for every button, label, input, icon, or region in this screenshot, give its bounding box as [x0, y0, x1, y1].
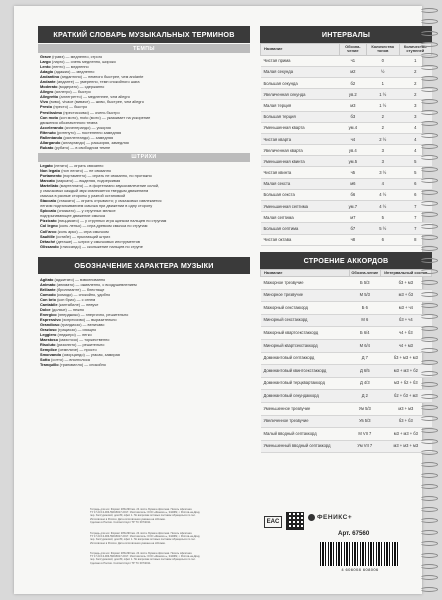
table-cell: 1 ½	[367, 89, 399, 100]
table-cell: Б 6/4	[349, 327, 380, 340]
spiral-ring	[420, 76, 438, 81]
intervals-title: ИНТЕРВАЛЫ	[260, 26, 432, 43]
brand-logo: ФЕНИКС+	[308, 514, 352, 521]
table-cell: ч8	[339, 234, 366, 245]
table-cell: Чистая кварта	[261, 133, 340, 144]
term-item: Martellato (мартеллато) — в фортепиано звукоизвлечение силой,	[40, 183, 160, 189]
table-cell: Б 5/3	[349, 277, 380, 290]
table-cell: 6	[399, 189, 432, 200]
table-cell: б2 + б3 + м3	[380, 390, 431, 403]
table-cell: м3 + м3 + м3	[380, 440, 431, 453]
table-header-cell: Название	[261, 44, 340, 56]
spiral-ring	[420, 144, 438, 149]
table-cell: 2	[399, 89, 432, 100]
chords-title: СТРОЕНИЕ АККОРДОВ	[260, 252, 432, 269]
table-cell: 4	[399, 122, 432, 133]
interval-row	[261, 66, 432, 77]
term-item: Marcato (маркато) — выделяя, подчеркивая	[40, 178, 121, 184]
term-item: Cantabile (кантабиле) — певуче	[40, 301, 99, 307]
table-cell: Ум 5/3	[349, 403, 380, 416]
spiral-ring	[420, 258, 438, 263]
table-cell: ум.7	[339, 201, 366, 212]
chord-row	[261, 377, 432, 390]
term-item: Grandioso (грандиозо) — величаво	[40, 322, 105, 328]
spiral-ring	[420, 530, 438, 535]
spiral-ring	[420, 360, 438, 365]
qr-code	[286, 512, 304, 530]
term-item: Espressivo (эспрессиво) — выразительно	[40, 317, 117, 323]
table-cell: 4	[399, 145, 432, 156]
spiral-ring	[420, 371, 438, 376]
spiral-ring	[420, 19, 438, 24]
table-cell: б2	[339, 77, 366, 88]
spiral-ring	[420, 450, 438, 455]
term-item: Maestoso (маэстозо) — торжественно	[40, 337, 110, 343]
term-item: легким подталкиванием смычка при движении в одну сторону	[40, 203, 153, 209]
spiral-ring	[420, 518, 438, 523]
table-cell: ум.5	[339, 156, 366, 167]
strokes-subheading: ШТРИХИ	[38, 153, 250, 162]
spiral-ring	[420, 99, 438, 104]
table-cell: Малая терция	[261, 100, 340, 111]
table-cell: Уменьшенная квинта	[261, 156, 340, 167]
spiral-ring	[420, 314, 438, 319]
spiral-ring	[420, 42, 438, 47]
table-cell: 4	[367, 178, 399, 189]
table-cell: Минорный секстаккорд	[261, 314, 350, 327]
table-cell: 1 ½	[367, 100, 399, 111]
spiral-ring	[420, 133, 438, 138]
table-cell: 2	[367, 111, 399, 122]
interval-row	[261, 189, 432, 200]
interval-row	[261, 167, 432, 178]
term-item: Smorzando (сморцандо) — угасая, замирая	[40, 352, 120, 358]
table-cell: 5	[399, 167, 432, 178]
music-notebook-back-cover	[14, 6, 428, 594]
spiral-ring	[420, 564, 438, 569]
table-cell: Большая терция	[261, 111, 340, 122]
interval-row	[261, 234, 432, 245]
table-cell: Мажорный секстаккорд	[261, 302, 350, 315]
table-cell: Минорный квартсекстаккорд	[261, 340, 350, 353]
term-item: Agitato (аджитато) — взволнованно	[40, 276, 106, 282]
table-cell: 7	[399, 223, 432, 234]
interval-row	[261, 212, 432, 223]
term-item: Leggiero (леджеро) — легко	[40, 332, 92, 338]
spiral-ring	[420, 496, 438, 501]
spiral-ring	[420, 178, 438, 183]
table-cell: Д 7	[349, 352, 380, 365]
spiral-ring	[420, 507, 438, 512]
interval-row	[261, 178, 432, 189]
table-cell: М VII 7	[349, 428, 380, 441]
term-item: Prestissimo (престиссимо) — очень быстро	[40, 109, 120, 115]
term-item: Risoluto (ризолюто) — решительно	[40, 342, 105, 348]
table-header-cell: Обозна-чение	[351, 269, 379, 275]
spiral-ring	[420, 201, 438, 206]
term-item: Presto (престо) — быстро	[40, 104, 88, 110]
spiral-binding	[420, 8, 442, 592]
term-item: Allegro (аллегро) — быстро	[40, 89, 91, 95]
spiral-ring	[420, 416, 438, 421]
term-item: Rallentando (раллентандо) — замедляя	[40, 134, 114, 140]
term-item: Tranquillo (транквилло) — спокойно	[40, 362, 106, 368]
interval-row	[261, 156, 432, 167]
chord-row	[261, 289, 432, 302]
tempo-term-list	[38, 53, 250, 152]
table-cell: Мажорный квартсекстаккорд	[261, 327, 350, 340]
table-cell: 2	[399, 77, 432, 88]
table-cell: 1	[367, 77, 399, 88]
spiral-ring	[420, 246, 438, 251]
term-item: Détaché (деташе) — штрих у смычковых инструментов	[40, 238, 140, 244]
spiral-ring	[420, 110, 438, 115]
fine-print-2: Тетрадь для нот. Формат 205х290 мм. 24 листа. Бумага офсетная. Печать офсетная. ТУ 17.23.13-003-59916617-2017. Изготовитель: ООО «Феникс+», 344082, г. Ростов-на-Дону, пер. Халтуринский, дом 80, офис 1. По вопросам оптовых поставок обращаться по тел. Изготовлено в России. Дата изготовления указана на обложке.	[90, 532, 201, 545]
chord-row	[261, 302, 432, 315]
table-cell: 2 ½	[367, 133, 399, 144]
table-cell: 3	[367, 156, 399, 167]
spiral-ring	[420, 428, 438, 433]
term-item: Sotto (сотто) — вполголоса	[40, 357, 90, 363]
table-cell: 7	[399, 201, 432, 212]
dictionary-title: КРАТКИЙ СЛОВАРЬ МУЗЫКАЛЬНЫХ ТЕРМИНОВ	[38, 26, 250, 43]
term-item: Adagio (адажио) — медленно	[40, 69, 95, 75]
chord-row	[261, 327, 432, 340]
left-column	[38, 26, 250, 370]
term-item: Andante (анданте) — умеренно, темп спокойного шага	[40, 79, 140, 85]
tempo-subheading: ТЕМПЫ	[38, 44, 250, 53]
table-cell: б3 + м3	[380, 277, 431, 290]
table-cell: Увеличенное трезвучие	[261, 415, 350, 428]
table-cell: м3 + м3	[380, 403, 431, 416]
spiral-ring	[420, 65, 438, 70]
spiral-ring	[420, 280, 438, 285]
table-cell: 4 ½	[367, 189, 399, 200]
term-item: смычка в разные стороны у разной остановкой	[40, 193, 126, 199]
spiral-ring	[420, 337, 438, 342]
spiral-ring	[420, 167, 438, 172]
table-cell: б6	[339, 189, 366, 200]
fine-print-3: Тетрадь для нот. Формат 205х290 мм. 24 листа. Бумага офсетная. Печать офсетная. ТУ 17.23.13-003-59916617-2017. Изготовитель: ООО «Феникс+», 344082, г. Ростов-на-Дону, пер. Халтуринский, дом 80, офис 1. По вопросам оптовых поставок обращаться по тел. Сделано в России. Соответствует ТР ТС 007/2011.	[90, 552, 201, 565]
table-cell: 2	[399, 66, 432, 77]
table-cell: м2	[339, 66, 366, 77]
chord-row	[261, 403, 432, 416]
table-cell: Уменьшенная септима	[261, 201, 340, 212]
spiral-ring	[420, 121, 438, 126]
interval-row	[261, 100, 432, 111]
spiral-ring	[420, 405, 438, 410]
spiral-ring	[420, 587, 438, 592]
stroke-term-list	[38, 162, 250, 251]
term-item: Dolce (дольче) — нежно	[40, 306, 85, 312]
table-cell: Малая секунда	[261, 66, 340, 77]
table-header-cell: Интервальный состав	[380, 269, 431, 276]
table-cell: ч4 + м3	[380, 340, 431, 353]
interval-row	[261, 122, 432, 133]
table-cell: Большая секунда	[261, 77, 340, 88]
chord-row	[261, 365, 432, 378]
table-cell: 5	[367, 212, 399, 223]
term-item: Energico (энерджико) — энергично, решительно	[40, 312, 129, 318]
table-cell: 3	[399, 100, 432, 111]
term-item: Spiccato (спиккато) — у струнных мелкое	[40, 208, 116, 214]
barcode-number: 4 606008 608006	[341, 567, 379, 572]
interval-row	[261, 111, 432, 122]
table-cell: ½	[367, 66, 399, 77]
spiral-ring	[420, 212, 438, 217]
term-item: Grazioso (грациозо) — изящно	[40, 327, 97, 333]
term-item: Vivo (виво), vivace (виваче) — живо, быстрее, чем allegro	[40, 99, 144, 105]
spiral-ring	[420, 575, 438, 580]
chord-row	[261, 352, 432, 365]
table-cell: б3 + м3 + м3	[380, 352, 431, 365]
spiral-ring	[420, 303, 438, 308]
spiral-ring	[420, 473, 438, 478]
term-item: Allargando (алларгандо) — расширяя, замедляя	[40, 139, 129, 145]
table-cell: Д 6/5	[349, 365, 380, 378]
table-cell: ч5	[339, 167, 366, 178]
table-cell: 3	[399, 111, 432, 122]
footer	[38, 506, 410, 580]
term-item: Andantino (андантино) — немного быстрее, чем andante	[40, 74, 144, 80]
term-item: Portamento (портаменто) — играть не связанно, но протяжно	[40, 172, 152, 178]
spiral-ring	[420, 31, 438, 36]
table-cell: Малая септима	[261, 212, 340, 223]
table-header-cell: Обозна-чение	[339, 44, 366, 56]
table-cell: Уменьшенная кварта	[261, 122, 340, 133]
spiral-ring	[420, 53, 438, 58]
table-cell: Д 4/3	[349, 377, 380, 390]
table-cell: Большая секста	[261, 189, 340, 200]
interval-row	[261, 223, 432, 234]
term-item: Col legno (коль леньо) — игра древком смычка по струнам	[40, 223, 148, 229]
table-cell: Уменьшенный вводный септаккорд	[261, 440, 350, 453]
table-cell: 7	[399, 212, 432, 223]
term-item: Largo (ларго) — очень медленно, широко	[40, 59, 116, 65]
table-cell: Доминантовый терцквартаккорд	[261, 377, 350, 390]
term-item: Semplice (семпличе) — просто	[40, 347, 97, 353]
table-cell: 3	[367, 145, 399, 156]
table-cell: 4 ½	[367, 201, 399, 212]
spiral-ring	[420, 439, 438, 444]
term-item: Glissando (глиссандо) — скольжение пальцев по струне	[40, 243, 143, 249]
chords-table	[260, 269, 432, 454]
term-item: Lento (ленто) — медленно	[40, 64, 89, 70]
table-cell: ч4	[339, 133, 366, 144]
table-cell: м3 + б2 + б3	[380, 377, 431, 390]
term-item: Grave (гравэ) — медленно, строго	[40, 54, 103, 59]
term-item: Staccato (стаккато) — играть отрывисто; у смычковых извлекается	[40, 198, 162, 204]
spiral-ring	[420, 394, 438, 399]
spiral-ring	[420, 190, 438, 195]
table-cell: Чистая прима	[261, 55, 340, 66]
table-cell: б3 + б3	[380, 415, 431, 428]
term-item: Non legato (нон легато) — не связанно	[40, 167, 112, 173]
table-cell: Чистая октава	[261, 234, 340, 245]
interval-row	[261, 55, 432, 66]
fine-print: Тетрадь для нот. Формат 205х290 мм. 24 листа. Бумага офсетная. Печать офсетная. ТУ 17.23.13-003-59916617-2017. Изготовитель: ООО «Феникс+», 344082, г. Ростов-на-Дону, пер. Халтуринский, дом 80, офис 1. По вопросам оптовых поставок обращаться по тел. Изготовлено в России. Дата изготовления указана на обложке. Сделано в России. Соответствует ТР ТС 007/2011.	[90, 508, 201, 524]
table-cell: 2	[367, 122, 399, 133]
table-cell: Минорное трезвучие	[261, 289, 350, 302]
spiral-ring	[420, 326, 438, 331]
table-cell: м3 + м3 + б3	[380, 428, 431, 441]
barcode	[320, 542, 400, 566]
term-item: Comodo (комодо) — спокойно, удобно	[40, 291, 111, 297]
table-cell: Мажорное трезвучие	[261, 277, 350, 290]
table-cell: 5	[399, 156, 432, 167]
table-cell: 5 ½	[367, 223, 399, 234]
table-cell: Д 2	[349, 390, 380, 403]
interval-row	[261, 133, 432, 144]
table-header-cell: Количество тонов	[367, 44, 399, 56]
table-cell: Ув 5/3	[349, 415, 380, 428]
right-column	[260, 26, 432, 453]
spiral-ring	[420, 484, 438, 489]
table-header-cell: Количество ступеней	[399, 44, 432, 56]
spiral-ring	[420, 462, 438, 467]
table-cell: Большая септима	[261, 223, 340, 234]
table-header-cell: Название	[261, 269, 350, 276]
spiral-ring	[420, 541, 438, 546]
chord-row	[261, 390, 432, 403]
table-cell: Увеличенная секунда	[261, 89, 340, 100]
chord-row	[261, 277, 432, 290]
table-cell: ув.4	[339, 145, 366, 156]
table-cell: м3 + м3 + б2	[380, 365, 431, 378]
table-cell: 3 ½	[367, 167, 399, 178]
spiral-ring	[420, 269, 438, 274]
chord-row	[261, 440, 432, 453]
spiral-ring	[420, 553, 438, 558]
spiral-ring	[420, 292, 438, 297]
table-cell: 4	[399, 133, 432, 144]
table-cell: Доминантовый септаккорд	[261, 352, 350, 365]
interval-row	[261, 89, 432, 100]
table-cell: ум.4	[339, 122, 366, 133]
table-cell: Доминантовый секундаккорд	[261, 390, 350, 403]
chord-row	[261, 314, 432, 327]
term-item: у смычковых каждый звук извлекается твердым движением	[40, 188, 149, 194]
table-cell: Малая секста	[261, 178, 340, 189]
term-item: Con brio (кон брио) — с огнем	[40, 296, 96, 302]
term-item: Legato (легато) — играть связанно	[40, 162, 104, 168]
term-item: Rubato (рубато) — в свободном темпе	[40, 144, 111, 150]
term-item: Accelerando (аччелерандо) — ускоряя	[40, 124, 111, 130]
chord-row	[261, 428, 432, 441]
table-cell: 1	[399, 55, 432, 66]
table-cell: Чистая квинта	[261, 167, 340, 178]
phoenix-logo-icon	[308, 514, 315, 521]
term-item: Moderato (модерато) — сдержанно	[40, 84, 105, 90]
spiral-ring	[420, 382, 438, 387]
table-cell: ув.2	[339, 89, 366, 100]
character-term-list	[38, 274, 250, 370]
term-item: Pizzicato (пиццикато) — у струнных игра щипком пальцев по струнам	[40, 218, 167, 224]
intervals-table	[260, 43, 432, 246]
table-cell: Доминантовый квинтсекстаккорд	[261, 365, 350, 378]
chord-row	[261, 340, 432, 353]
table-cell: м3 + б3	[380, 289, 431, 302]
table-cell: Ум VII 7	[349, 440, 380, 453]
spiral-ring	[420, 87, 438, 92]
table-cell: М 6/4	[349, 340, 380, 353]
table-cell: Уменьшенное трезвучие	[261, 403, 350, 416]
table-cell: ч4 + б3	[380, 327, 431, 340]
term-item: Allegretto (аллегретто) — медленнее, чем allegro	[40, 94, 130, 100]
table-cell: м3	[339, 100, 366, 111]
term-item: Coll'arco (коль арко) — игра смычком	[40, 228, 109, 234]
term-item: Animato (анимато) — оживленно, с воодушевлением	[40, 281, 137, 287]
term-item: Ritenuto (ритенуто) — постепенно замедляя	[40, 129, 122, 135]
table-cell: м7	[339, 212, 366, 223]
spiral-ring	[420, 224, 438, 229]
term-item: движения обозначенного темпа	[40, 119, 98, 125]
term-item: Con moto (кон мото), moto (мото) — указывает на ускорение	[40, 114, 151, 120]
table-cell: 8	[399, 234, 432, 245]
term-item: Brillante (бриллианте) — блестяще	[40, 286, 105, 292]
spiral-ring	[420, 155, 438, 160]
table-cell: б3	[339, 111, 366, 122]
table-cell: Малый вводный септаккорд	[261, 428, 350, 441]
interval-row	[261, 201, 432, 212]
spiral-ring	[420, 235, 438, 240]
table-cell: ч1	[339, 55, 366, 66]
table-cell: М 6	[349, 314, 380, 327]
interval-row	[261, 145, 432, 156]
character-title: ОБОЗНАЧЕНИЕ ХАРАКТЕРА МУЗЫКИ	[38, 257, 250, 274]
eac-mark: EAC	[264, 516, 282, 528]
table-cell: 6	[367, 234, 399, 245]
table-cell: 0	[367, 55, 399, 66]
chord-row	[261, 415, 432, 428]
spiral-ring	[420, 8, 438, 13]
term-item: Saultille (сотийе) — прыгающий штрих	[40, 233, 111, 239]
table-cell: м3 + ч4	[380, 302, 431, 315]
table-cell: б3 + ч4	[380, 314, 431, 327]
term-item: подпрыгивающее движение смычка	[40, 213, 106, 219]
table-cell: 6	[399, 178, 432, 189]
spiral-ring	[420, 348, 438, 353]
table-cell: Увеличенная кварта	[261, 145, 340, 156]
article-number: Арт. 67560	[338, 530, 370, 537]
interval-row	[261, 77, 432, 88]
table-cell: М 5/3	[349, 289, 380, 302]
table-cell: Б 6	[349, 302, 380, 315]
table-cell: б7	[339, 223, 366, 234]
table-cell: м6	[339, 178, 366, 189]
